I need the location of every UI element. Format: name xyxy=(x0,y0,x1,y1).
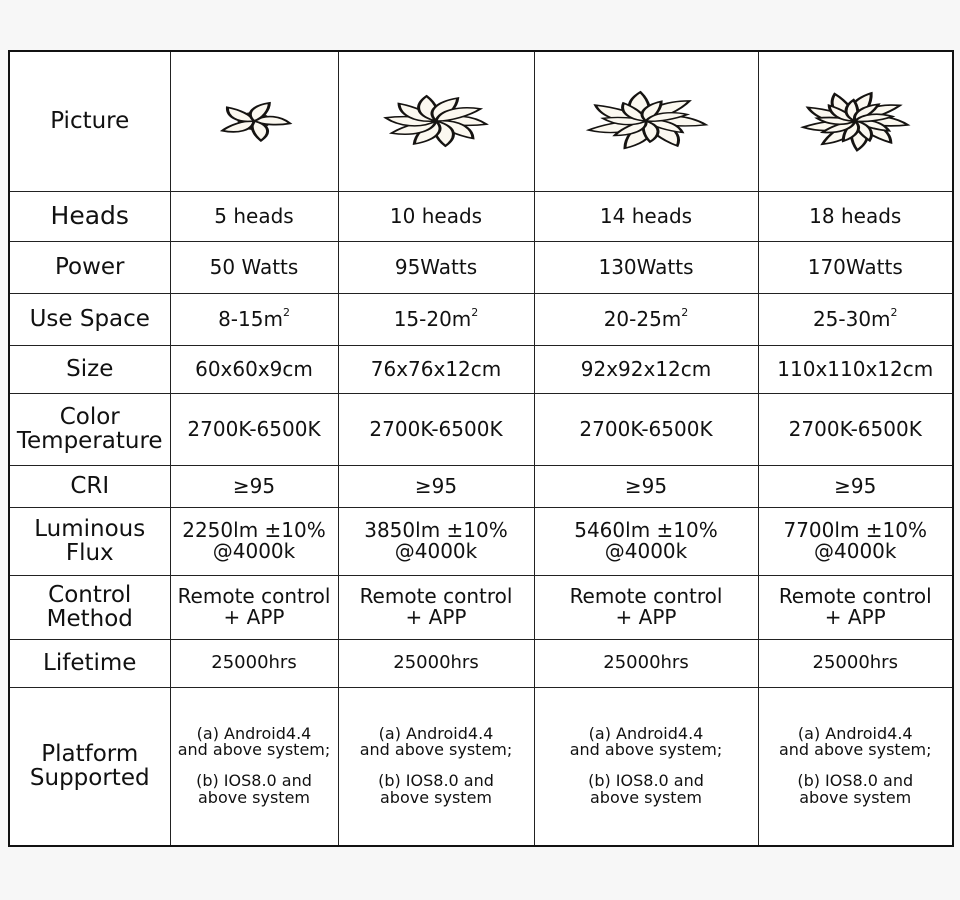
5-head-ceiling-lamp-icon xyxy=(179,76,329,166)
platform-line: (a) Android4.4 xyxy=(588,723,704,743)
spec-table xyxy=(8,50,954,847)
10-head-ceiling-lamp-icon xyxy=(343,71,529,171)
model-3-cri: ≥95 xyxy=(534,465,758,507)
row-label-platform xyxy=(9,687,170,846)
row-label-cri: CRI xyxy=(9,465,170,507)
row-label-picture: Picture xyxy=(9,51,170,191)
square-unit: 2 xyxy=(681,305,689,319)
model-3-lifetime: 25000hrs xyxy=(534,639,758,687)
row-label-color-temperature xyxy=(9,393,170,465)
model-1-lifetime: 25000hrs xyxy=(170,639,338,687)
model-1-control xyxy=(170,575,338,639)
model-4-cri: ≥95 xyxy=(758,465,953,507)
model-4-size: 110x110x12cm xyxy=(758,345,953,393)
platform-line: above system xyxy=(590,788,702,808)
model-4-power: 170Watts xyxy=(758,241,953,293)
label-line: Control xyxy=(48,581,132,608)
model-3-use-space xyxy=(534,293,758,345)
use-space-row xyxy=(9,293,953,345)
platform-line: above system xyxy=(380,788,492,808)
model-1-use-space xyxy=(170,293,338,345)
square-unit: 2 xyxy=(471,305,479,319)
model-2-platform xyxy=(338,687,534,846)
model-1-picture xyxy=(170,51,338,191)
model-2-use-space-value: 15-20m xyxy=(393,306,472,331)
model-4-picture xyxy=(758,51,953,191)
lifetime-row xyxy=(9,639,953,687)
model-3-use-space-value: 20-25m xyxy=(603,306,682,331)
label-line: Luminous xyxy=(34,515,146,542)
square-unit: 2 xyxy=(890,305,898,319)
flux-condition: @4000k xyxy=(604,539,688,563)
label-line: Method xyxy=(46,606,133,632)
14-head-ceiling-lamp-icon xyxy=(539,66,753,176)
model-4-flux xyxy=(758,507,953,575)
flux-value: 5460lm ±10% xyxy=(574,518,718,542)
platform-line: (a) Android4.4 xyxy=(797,723,913,743)
model-4-heads: 18 heads xyxy=(758,191,953,241)
luminous-flux-row xyxy=(9,507,953,575)
model-4-color-temp: 2700K-6500K xyxy=(758,393,953,465)
model-2-color-temp: 2700K-6500K xyxy=(338,393,534,465)
model-3-size: 92x92x12cm xyxy=(534,345,758,393)
control-line: Remote control xyxy=(359,584,513,608)
control-line: Remote control xyxy=(569,584,723,608)
power-row xyxy=(9,241,953,293)
model-1-flux xyxy=(170,507,338,575)
heads-row xyxy=(9,191,953,241)
model-1-use-space-value: 8-15m xyxy=(218,306,283,331)
control-line: + APP xyxy=(223,605,285,629)
row-label-lifetime: Lifetime xyxy=(9,639,170,687)
model-1-color-temp: 2700K-6500K xyxy=(170,393,338,465)
flux-value: 3850lm ±10% xyxy=(364,518,508,542)
platform-row xyxy=(9,687,953,846)
model-1-power: 50 Watts xyxy=(170,241,338,293)
cri-row xyxy=(9,465,953,507)
model-2-use-space xyxy=(338,293,534,345)
label-line: Color xyxy=(59,403,120,430)
model-3-flux xyxy=(534,507,758,575)
platform-line: (b) IOS8.0 and xyxy=(588,771,704,791)
model-3-color-temp: 2700K-6500K xyxy=(534,393,758,465)
row-label-use-space: Use Space xyxy=(9,293,170,345)
picture-row xyxy=(9,51,953,191)
model-2-heads: 10 heads xyxy=(338,191,534,241)
flux-condition: @4000k xyxy=(394,539,478,563)
label-line: Platform xyxy=(41,741,139,768)
label-line: Flux xyxy=(65,540,114,566)
control-line: + APP xyxy=(405,605,467,629)
control-line: Remote control xyxy=(177,584,331,608)
model-3-picture xyxy=(534,51,758,191)
platform-line: and above system; xyxy=(778,740,932,760)
model-2-power: 95Watts xyxy=(338,241,534,293)
model-1-heads: 5 heads xyxy=(170,191,338,241)
platform-line: above system xyxy=(799,788,912,808)
model-2-cri: ≥95 xyxy=(338,465,534,507)
platform-line: (b) IOS8.0 and xyxy=(378,771,494,791)
flux-value: 7700lm ±10% xyxy=(783,518,927,542)
row-label-luminous-flux xyxy=(9,507,170,575)
square-unit: 2 xyxy=(282,305,290,319)
color-temperature-row xyxy=(9,393,953,465)
platform-line: and above system; xyxy=(359,740,513,760)
label-line: Temperature xyxy=(16,428,163,454)
platform-line: and above system; xyxy=(177,740,331,760)
label-line: Supported xyxy=(29,765,150,792)
model-2-lifetime: 25000hrs xyxy=(338,639,534,687)
row-label-control-method xyxy=(9,575,170,639)
platform-line: above system xyxy=(198,788,310,808)
model-3-control xyxy=(534,575,758,639)
model-1-size: 60x60x9cm xyxy=(170,345,338,393)
size-row xyxy=(9,345,953,393)
model-2-picture xyxy=(338,51,534,191)
model-1-cri: ≥95 xyxy=(170,465,338,507)
row-label-power: Power xyxy=(9,241,170,293)
flux-condition: @4000k xyxy=(814,539,897,563)
platform-line: and above system; xyxy=(569,740,723,760)
platform-line: (a) Android4.4 xyxy=(196,723,312,743)
model-2-size: 76x76x12cm xyxy=(338,345,534,393)
model-1-platform xyxy=(170,687,338,846)
model-4-control xyxy=(758,575,953,639)
model-4-use-space-value: 25-30m xyxy=(812,306,891,331)
model-3-heads: 14 heads xyxy=(534,191,758,241)
model-2-flux xyxy=(338,507,534,575)
model-3-power: 130Watts xyxy=(534,241,758,293)
platform-line: (a) Android4.4 xyxy=(378,723,494,743)
model-3-platform xyxy=(534,687,758,846)
model-4-lifetime: 25000hrs xyxy=(758,639,953,687)
flux-condition: @4000k xyxy=(212,539,296,563)
control-line: Remote control xyxy=(778,584,932,608)
row-label-size: Size xyxy=(9,345,170,393)
control-line: + APP xyxy=(615,605,677,629)
control-method-row xyxy=(9,575,953,639)
platform-line: (b) IOS8.0 and xyxy=(196,771,312,791)
model-4-use-space xyxy=(758,293,953,345)
platform-line: (b) IOS8.0 and xyxy=(797,771,914,791)
control-line: + APP xyxy=(824,605,886,629)
flux-value: 2250lm ±10% xyxy=(182,518,326,542)
row-label-heads: Heads xyxy=(9,191,170,241)
model-2-control xyxy=(338,575,534,639)
18-head-ceiling-lamp-icon xyxy=(763,71,947,171)
model-4-platform xyxy=(758,687,953,846)
